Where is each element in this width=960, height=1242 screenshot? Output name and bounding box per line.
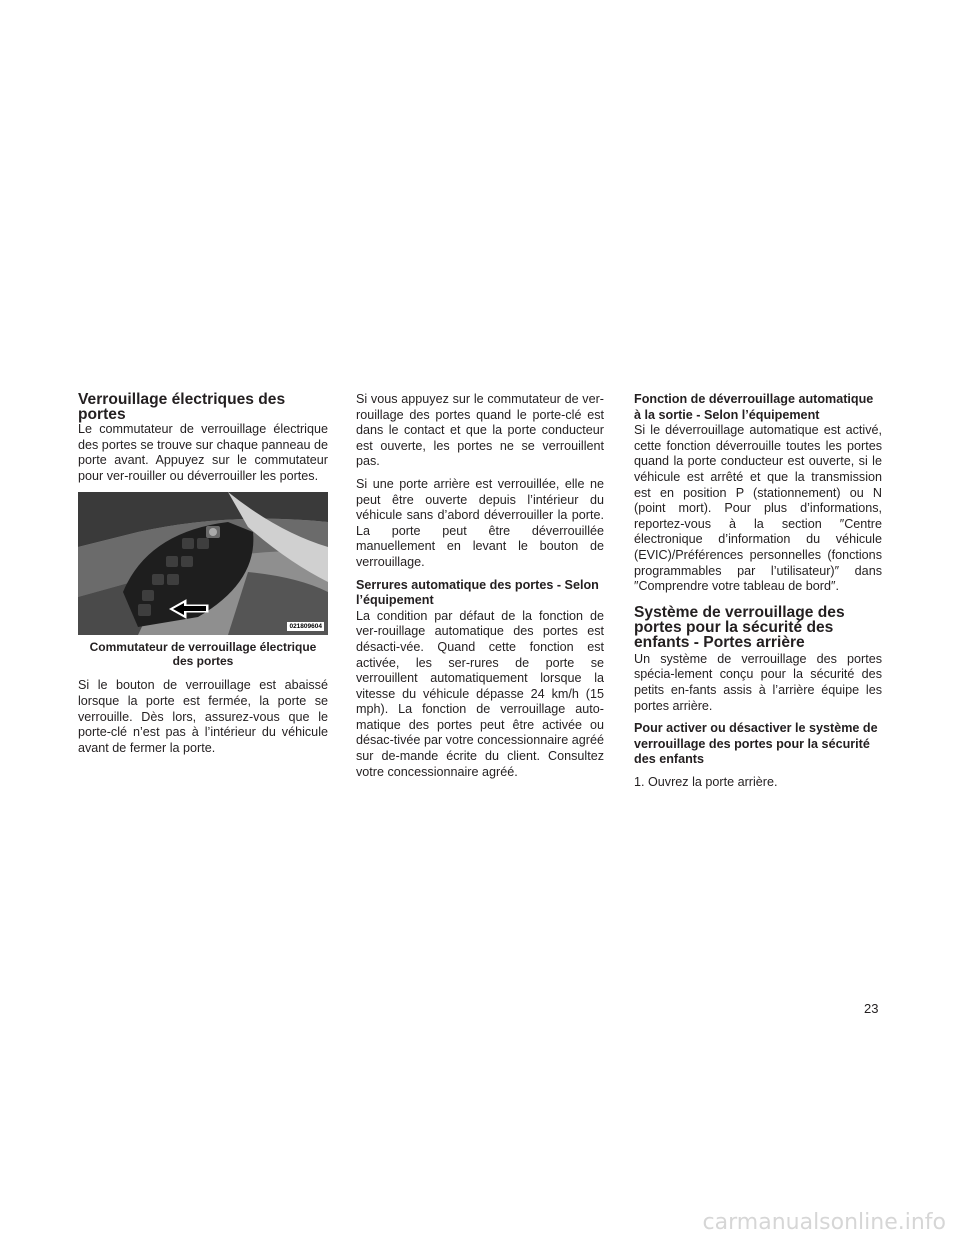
page-number: 23 (864, 1001, 879, 1016)
column-left (78, 392, 328, 763)
door-panel-illustration (78, 492, 328, 635)
paragraph: Le commutateur de verrouillage électrique des portes se trouve sur chaque panneau de porte avant. Appuyez sur le commutateur pour ver-rouiller ou déverrouiller les portes. (78, 422, 328, 483)
paragraph: Si le bouton de verrouillage est abaissé lorsque la porte est fermée, la porte se verrouille. Dès lors, assurez-vous que le porte-clé n’est pas à l’intérieur du véhicule avant de fermer la porte. (78, 678, 328, 755)
section-heading: Système de verrouillage des portes pour la sécurité des enfants - Portes arrière (634, 603, 845, 651)
section-heading: Verrouillage électriques des portes (78, 391, 286, 423)
subheading: Pour activer ou désactiver le système de verrouillage des portes pour la sécurité des enfants (634, 721, 878, 767)
paragraph: La condition par défaut de la fonction de ver-rouillage automatique des portes est désacti-vée. Quand cette fonction est activée, les ser-rures de porte se verrouillent automatiquement lorsque la vitesse du véhicule dépasse 24 km/h (15 mph). La fonction de verrouillage auto-matique des portes peut être activée ou désac-tivée par votre concessionnaire agréé sur de-mande écrite du client. Consultez votre concessionnaire agréé. (356, 608, 604, 779)
list-item: 1. Ouvrez la porte arrière. (634, 774, 778, 789)
column-middle (356, 392, 604, 787)
figure-id: 021809604 (289, 623, 322, 631)
subheading: Serrures automatique des portes - Selon l’équipement (356, 577, 599, 608)
paragraph: Si vous appuyez sur le commutateur de ver-rouillage des portes quand le porte-clé est dans le contact et que la porte conducteur est ouverte, les portes ne se verrouillent pas. (356, 392, 604, 469)
door-switch-photo (78, 492, 328, 635)
subheading: Fonction de déverrouillage automatique à la sortie - Selon l’équipement (634, 392, 874, 422)
paragraph: Si une porte arrière est verrouillée, elle ne peut être ouverte depuis l’intérieur du véhicule sans d’abord déverrouiller la porte. La porte peut être déverrouillée manuellement en levant le bouton de verrouillage. (356, 476, 604, 569)
figure-caption: Commutateur de verrouillage électrique des portes (89, 640, 317, 669)
paragraph: Un système de verrouillage des portes spécia-lement conçu pour la sécurité des petits en-fants assis à l’arrière équipe les portes arrière. (634, 651, 882, 713)
paragraph: Si le déverrouillage automatique est activé, cette fonction déverrouille toutes les portes quand la porte conducteur est ouverte, si le véhicule est arrêté et que la transmission est en position P (stationnement) ou N (point mort). Pour plus d’informations, reportez-vous à la section ″Centre électronique d’information du véhicule (EVIC)/Préférences personnelles (fonctions programmables par l’utilisateur)″ dans ″Comprendre votre tableau de bord″. (634, 423, 882, 594)
column-right (634, 392, 882, 797)
watermark: carmanualsonline.info (702, 1210, 946, 1235)
